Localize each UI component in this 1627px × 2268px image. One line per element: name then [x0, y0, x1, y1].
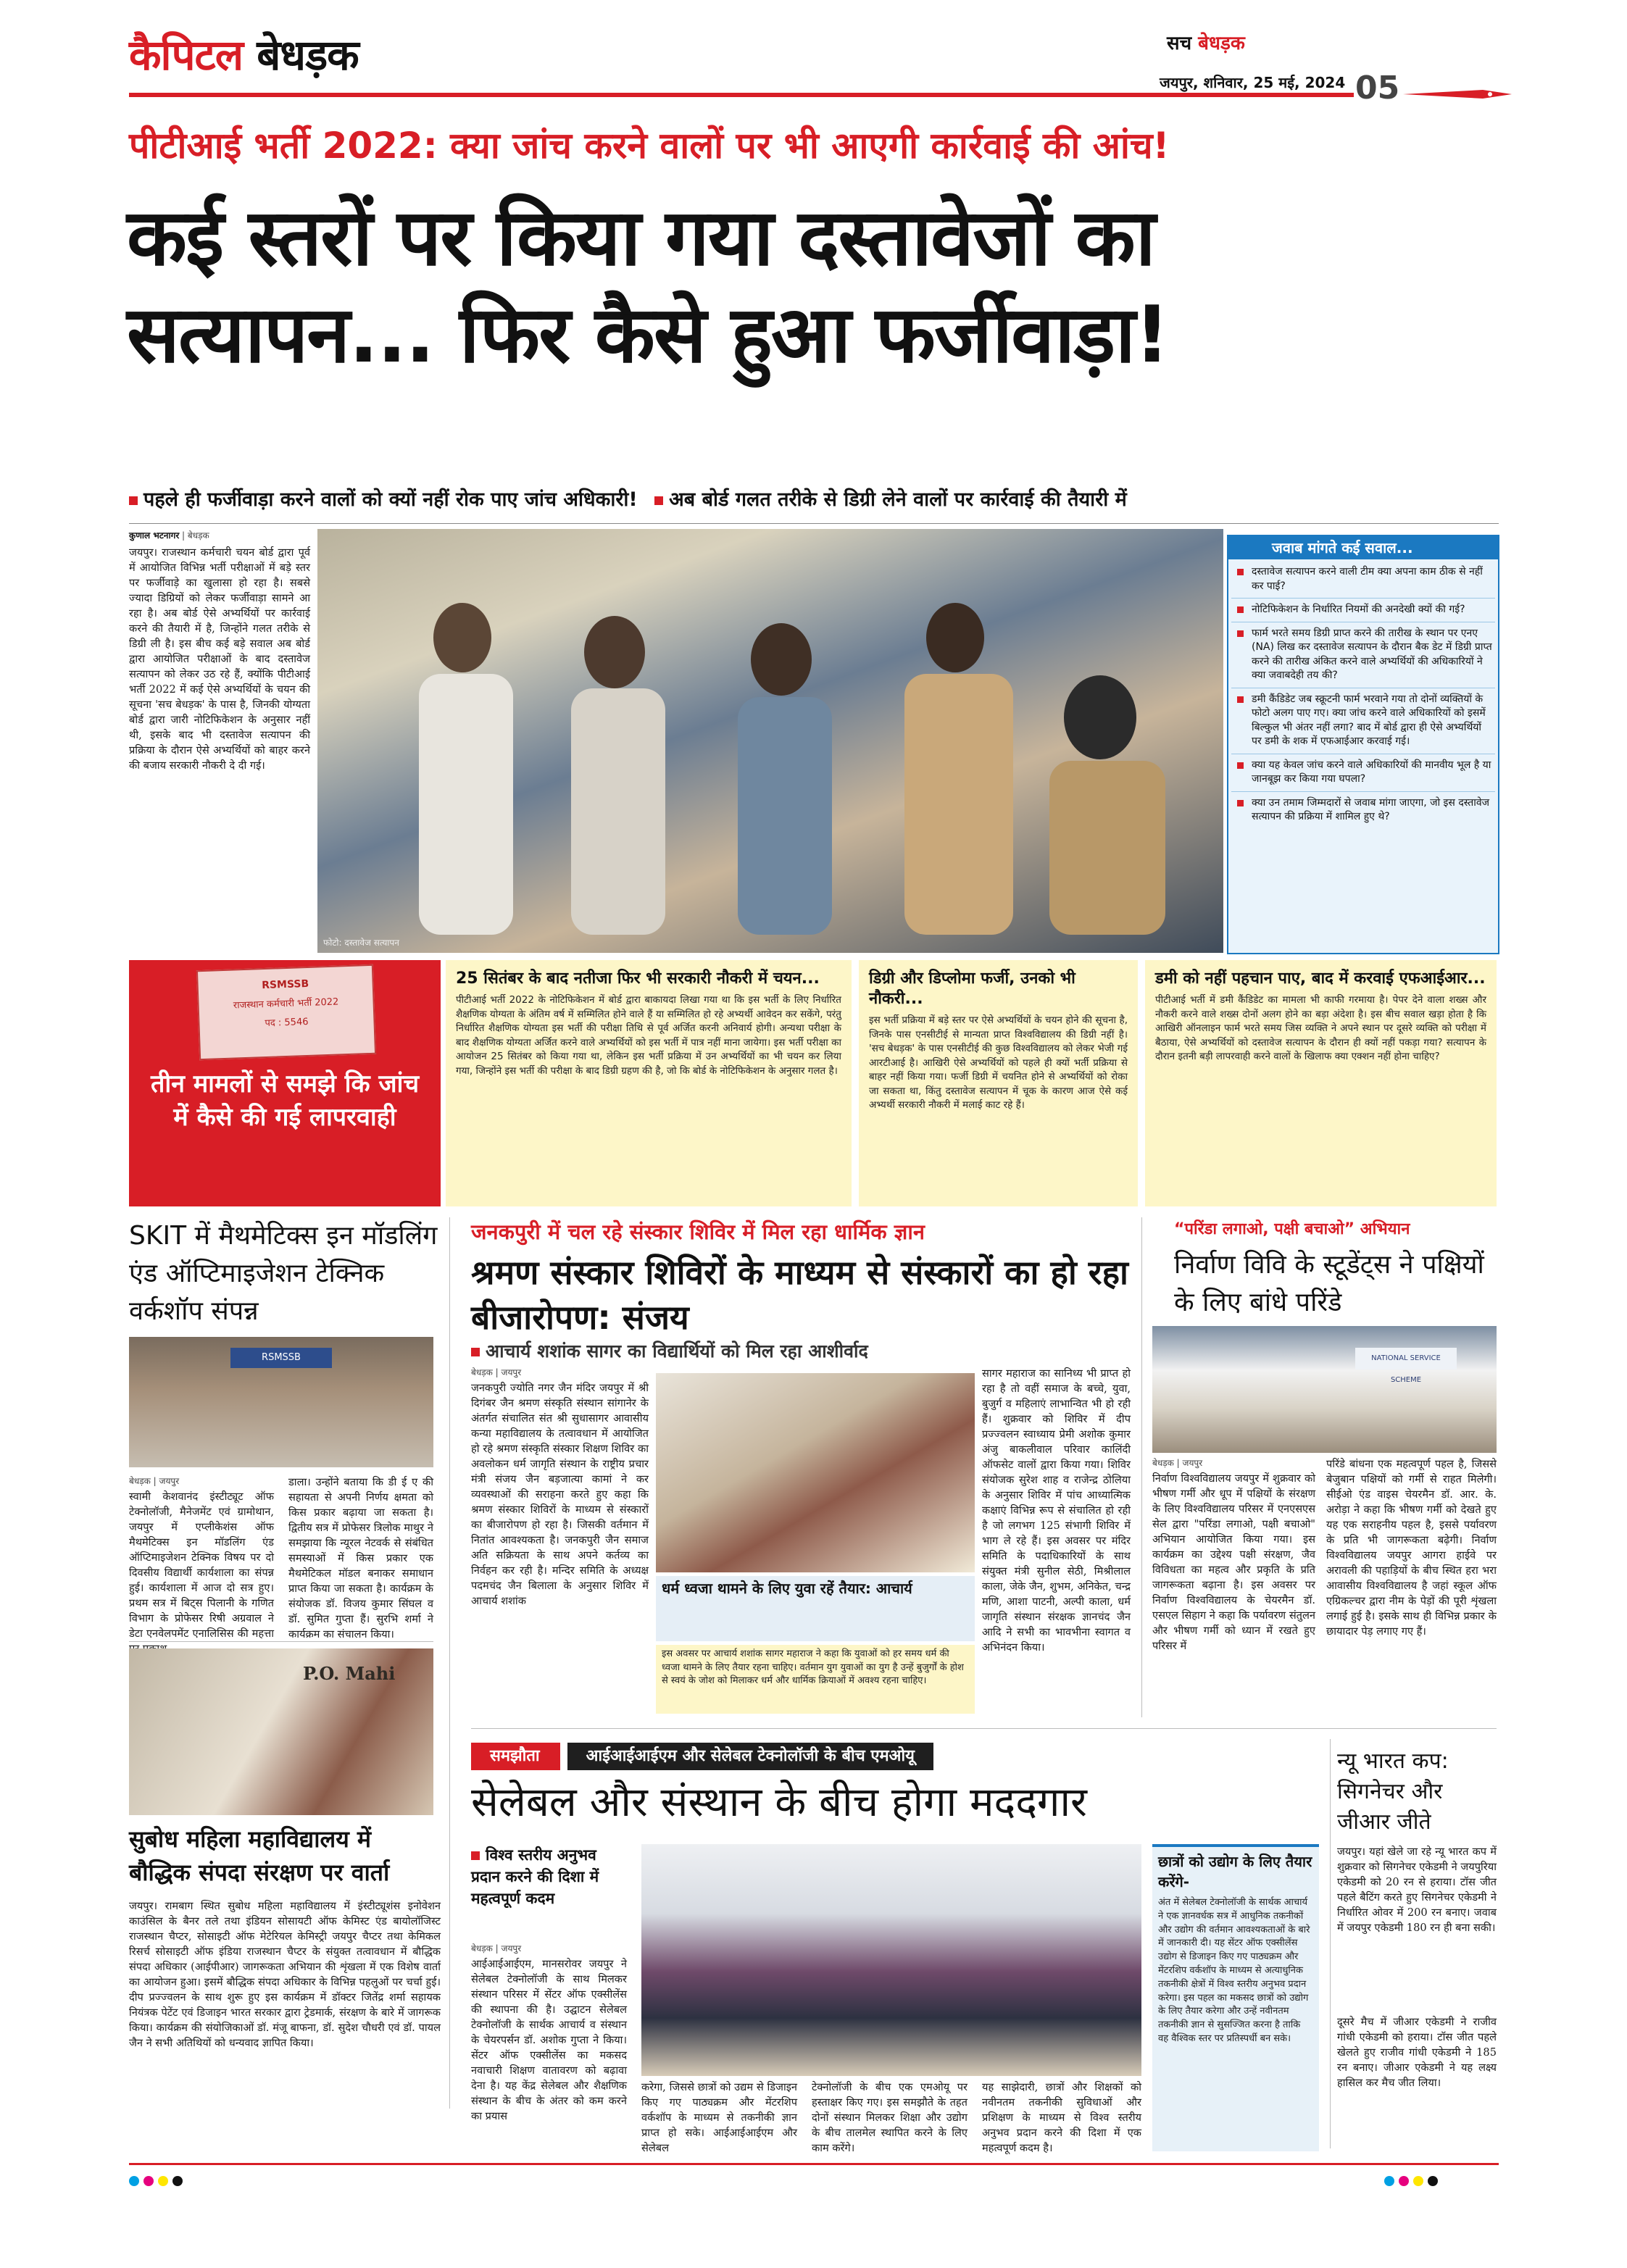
case-card-body: इस भर्ती प्रक्रिया में बड़े स्तर पर ऐसे अभ्यर्थियों के चयन होने की सूचना है, जिनके पास एनसीटीई से मान्यता प्राप्त विश्वविद्यालय की डिग्री नहीं है। 'सच बेधड़क' के पास एनसीटीई की कुछ विश्वविद्यालय को लेकर भेजी गई आरटीआई है। आखिरी ऐसे अभ्यर्थियों को पहले ही क्यों भर्ती प्रक्रिया से बाहर नहीं किया गया। फर्जी डिग्री में चयनित होने से अभ्यर्थियों को रोका जा सकता था, किंतु दस्तावेज सत्यापन में चूक के कारण आज ऐसे कई अभ्यर्थी सरकारी नौकरी में मलाई काट रहे हैं। — [869, 1014, 1128, 1111]
nirvan-col2: परिंडे बांधना एक महत्वपूर्ण पहल है, जिससे बेजुबान पक्षियों को गर्मी से राहत मिलेगी। सीईओ एंड वाइस चेयरमैन डॉ. आर. के. अरोड़ा ने कहा कि भीषण गर्मी को देखते हुए यह एक सराहनीय पहल है, इससे पर्यावरण के प्रति भी जागरूकता बढ़ेगी। निर्वाण विश्वविद्यालय जयपुर आगरा हाईवे पर अरावली की पहाड़ियों के बीच स्थित हरा भरा आवासीय विश्वविद्यालय है जहां स्कूल ऑफ एग्रिकल्चर द्वारा नीम के पेड़ों की पूरी शृंखला लगाई हुई है। इसके साथ ही विभिन्न प्रकार के छायादार पेड़ लगाए गए हैं। — [1326, 1458, 1497, 1638]
cricket-body2: दूसरे मैच में जीआर एकेडमी ने राजीव गांधी एकेडमी को हराया। टॉस जीत पहले खेलते हुए राजीव गांधी एकेडमी ने 185 रन बनाए। जीआर एकेडमी ने यह लक्ष्य हासिल कर मैच जीत लिया। — [1337, 2016, 1497, 2089]
masthead-brand — [129, 30, 359, 80]
selebel-sidebar-body: अंत में सेलेबल टेक्नोलॉजी के सार्थक आचार्य ने एक ज्ञानवर्धक सत्र में आधुनिक तकनीकों और उद्योग की वर्तमान आवश्यकताओं के बारे में जानकारी दी। यह सेंटर ऑफ एक्सीलेंस उद्योग से डिजाइन किए गए पाठ्यक्रम और मेंटरशिप वर्कशॉप के माध्यम से अत्याधुनिक तकनीकी क्षेत्रों में विश्व स्तरीय अनुभव प्रदान करेगा। इस पहल का मकसद छात्रों को उद्योग के लिए तैयार करेगा और उन्हें नवीनतम तकनीकी ज्ञान से सुसज्जित करना है ताकि वह वैश्विक स्तर पर प्रतिस्पर्धी बन सके। — [1158, 1897, 1310, 2044]
question-item: फार्म भरते समय डिग्री प्राप्त करने की तारीख के स्थान पर एनए (NA) लिख कर दस्तावेज सत्यापन के दौरान बैक डेट में डिग्री प्राप्त करने की तारीख अंकित करने वाले अभ्यर्थियों की अधिकारियों ने क्या जवाबदेही तय की? — [1231, 622, 1495, 688]
photo-figures — [375, 572, 1173, 935]
skit-headline: SKIT में मैथमेटिक्स इन मॉडलिंग एंड ऑप्टिमाइजेशन टेक्निक वर्कशॉप संपन्न — [129, 1221, 438, 1326]
case-card — [1145, 960, 1497, 1206]
lead-headline-line1: कई स्तरों पर किया गया दस्तावेजों का — [127, 193, 1154, 283]
shraman-col3: सागर महाराज का सानिध्य भी प्राप्त हो रहा है तो वहीं समाज के बच्चे, युवा, बुजुर्ग व महिलाएं लाभान्वित भी हो रही हैं। शुक्रवार को शिविर में दीप प्रज्ज्वलन स्वाध्याय प्रेमी अशोक कुमार अंजु बाकलीवाल परिवार कालिंदी ऑफसेट वालों द्वारा किया गया। शिविर संयोजक सुरेश शाह व राजेन्द्र ठोलिया के अनुसार शिविर में पांच आध्यात्मिक कक्षाएं विभिन्न रूप से संचालित हो रही है जो लगभग 125 संभागी शिविर में भाग ले रहे हैं। इस अवसर पर मंदिर समिति के पदाधिकारियों के साथ संयुक्त मंत्री सुनील सेठी, मिश्रीलाल काला, जेके जैन, शुभम, अनिकेत, चन्द्र मणि, आशा पाटनी, अल्पी काला, धर्म जागृति संस्थान संरक्षक ज्ञानचंद जैन आदि ने सभी का भावभीना स्वागत व अभिनंदन किया। — [982, 1367, 1131, 1654]
lead-headline-line2: सत्यापन... फिर कैसे हुआ फर्जीवाड़ा! — [127, 290, 1169, 380]
skit-col1: स्वामी केशवानंद इंस्टीट्यूट ऑफ टेक्नोलॉजी, मैनेजमेंट एवं ग्रामोथान, जयपुर में एप्लीकेशंस ऑफ मैथमेटिक्स इन मॉडलिंग एंड ऑप्टिमाइजेशन टेक्निक विषय पर दो दिवसीय विद्यार्थी कार्यशाला का संपन्न हुई। कार्यशाला में आज दो सत्र हुए। प्रथम सत्र में बिट्स पिलानी के गणित विभाग के प्रोफेसर रिषी अग्रवाल ने डेटा एनवेलपमेंट एनालिसिस की महत्ता — [129, 1491, 274, 1640]
case-card-body: पीटीआई भर्ती में डमी कैंडिडेट का मामला भी काफी गरमाया है। पेपर देने वाला शख्स और नौकरी करने वाले शख्स दोनों अलग होने का बड़ा अंदेशा है। इस बीच सवाल खड़ा होता है कि आखिरी ऑनलाइन फार्म भरते समय जिस व्यक्ति ने अपने स्थान पर दूसरे व्यक्ति को परीक्षा में बैठाया, ऐसे अभ्यर्थियों को दस्तावेज सत्यापन के दौरान ही क्यों नहीं पकड़ा गया? सत्यापन के दौरान इतनी बड़ी लापरवाही करने वालों के खिलाफ क्या एक्शन नहीं होना चाहिए? — [1155, 994, 1486, 1062]
selebel-tag-row — [471, 1743, 1181, 1772]
lead-headline — [127, 190, 1518, 384]
sach-bedhadak-logo: सच बेधड़क — [1167, 33, 1245, 54]
shraman-photo — [656, 1373, 975, 1572]
divider — [1141, 1217, 1142, 1717]
nirvan-byline: बेधड़क | जयपुर — [1152, 1458, 1203, 1468]
divider — [129, 523, 1499, 524]
author-name: कुणाल भटनागर — [129, 530, 180, 541]
three-cases-panel — [129, 960, 441, 1206]
case-card-title: डिग्री और डिप्लोमा फर्जी, उनको भी नौकरी... — [869, 970, 1075, 1008]
selebel-tag-red: समझौता — [471, 1743, 560, 1770]
selebel-col1: आईआईआईएम, मानसरोवर जयपुर ने सेलेबल टेक्नोलॉजी के साथ मिलकर संस्थान परिसर में सेंटर ऑफ एक्सीलेंस की स्थापना की है। उद्घाटन सेलेबल टेक्नोलॉजी के सार्थक आचार्य व संस्थान के चेयरपर्सन डॉ. अशोक गुप्ता ने किया। सेंटर ऑफ एक्सीलेंस का मकसद नवाचारी शिक्षण वातावरण को बढ़ावा देना है। यह केंद्र सेलेबल और शैक्षणिक संस्थान के बीच के अंतर को कम करने का प्रयास — [471, 1958, 627, 2122]
three-cases-title: तीन मामलों से समझे कि जांच में कैसे की गई लापरवाही — [150, 1070, 420, 1132]
brand-red-word: कैपिटल — [129, 30, 244, 80]
lead-subhead-left: पहले ही फर्जीवाड़ा करने वालों को क्यों नहीं रोक पाए जांच अधिकारी! — [143, 488, 638, 511]
shraman-byline: बेधड़क | जयपुर — [471, 1367, 522, 1377]
selebel-subhead: विश्व स्तरीय अनुभव प्रदान करने की दिशा में महत्वपूर्ण कदम — [471, 1846, 599, 1907]
lead-subhead-right: अब बोर्ड गलत तरीके से डिग्री लेने वालों पर कार्रवाई की तैयारी में — [669, 488, 1127, 511]
subodh-photo — [129, 1648, 433, 1815]
subodh-headline: सुबोध महिला महाविद्यालय में बौद्धिक संपदा संरक्षण पर वार्ता — [129, 1825, 390, 1886]
question-item: क्या उन तमाम जिम्मदारों से जवाब मांगा जाएगा, जो इस दस्तावेज सत्यापन की प्रक्रिया में शामिल हुए थे? — [1231, 792, 1495, 829]
question-item: नोटिफिकेशन के निर्धारित नियमों की अनदेखी क्यों की गई? — [1231, 599, 1495, 622]
page-number: 05 — [1355, 70, 1400, 107]
dateline: जयपुर, शनिवार, 25 मई, 2024 — [1160, 74, 1346, 91]
lead-photo-caption: फोटो: दस्तावेज सत्यापन — [323, 938, 399, 948]
shraman-caption-body: इस अवसर पर आचार्य शशांक सागर महाराज ने कहा कि युवाओं को हर समय धर्म की ध्वजा थामने के लिए तैयार रहना चाहिए। वर्तमान युग युवाओं का युग है उन्हें बुजुर्गों के होश से स्वयं के जोश को मिलाकर धर्म और धार्मिक क्रियाओं में अवश्य रहना चाहिए। — [656, 1645, 975, 1714]
lead-body: जयपुर। राजस्थान कर्मचारी चयन बोर्ड द्वारा पूर्व में आयोजित विभिन्न भर्ती परीक्षाओं में बड़े स्तर पर फर्जीवाड़े का खुलासा हो रहा है। सबसे ज्यादा डिग्रियों को लेकर फर्जीवाड़ा सामने आ रहा है। अब बोर्ड ऐसे अभ्यर्थियों पर कार्रवाई करने की तैयारी में है, जिन्होंने गलत तरीके से डिग्री ली है। इस बीच कई बड़े सवाल अब बोर्ड द्वारा आयोजित परीक्षाओं के बाद दस्तावेज सत्यापन को लेकर उठ रहे हैं, क्योंकि पीटीआई भर्ती 2022 में कई ऐसे अभ्यर्थियों के चयन की सूचना 'सच बेधड़क' के पास है, जिनकी योग्यता बोर्ड द्वारा जारी नोटिफिकेशन के अनुसार नहीं थी, इसके बाद भी दस्तावेज सत्यापन की प्रक्रिया के दौरान ऐसे अभ्यर्थियों को बाहर करने की बजाय सरकारी नौकरी दे दी गई। — [129, 546, 310, 772]
skit-col2: डाला। उन्होंने बताया कि डी ई ए की सहायता से अपनी निर्णय क्षमता को किस प्रकार बढ़ाया जा सकता है। द्वितीय सत्र में प्रोफेसर त्रिलोक माथुर ने समझाया कि न्यूरल नेटवर्क से संबंधित समस्याओं में किस प्रकार एक मैथमेटिकल मॉडल बनाकर समाधान प्राप्त किया जा सकता है। कार्यक्रम के संयोजक डॉ. विजय कुमार सिंघल व डॉ. सुमित गुप्ता हैं। सुरभि शर्मा ने कार्यक्रम का संचालन किया। — [288, 1476, 433, 1640]
lead-byline: कुणाल भटनागर | बेधड़क — [129, 530, 209, 541]
selebel-sidebar — [1152, 1844, 1319, 2151]
selebel-byline: बेधड़क | जयपुर — [471, 1943, 522, 1954]
divider — [471, 1728, 1497, 1729]
case-card — [859, 960, 1138, 1206]
nirvan-kicker: “परिंडा लगाओ, पक्षी बचाओ” अभियान — [1174, 1220, 1410, 1238]
question-item: दस्तावेज सत्यापन करने वाली टीम क्या अपना काम ठीक से नहीं कर पाई? — [1231, 561, 1495, 599]
selebel-col4: यह साझेदारी, छात्रों और शिक्षकों को नवीनतम तकनीकी सुविधाओं और प्रशिक्षण के माध्यम से विश्व स्तरीय अनुभव प्रदान करने की दिशा में एक महत्वपूर्ण कदम है। — [982, 2081, 1141, 2154]
masthead-red-rule — [129, 93, 1354, 97]
masthead — [0, 0, 1627, 109]
case-card-title: डमी को नहीं पहचान पाए, बाद में करवाई एफआईआर... — [1155, 970, 1486, 988]
nirvan-banner: NATIONAL SERVICE SCHEME — [1355, 1348, 1457, 1369]
bullet-icon — [129, 496, 138, 505]
subodh-body: जयपुर। रामबाग स्थित सुबोध महिला महाविद्यालय में इंस्टीट्यूशंस इनोवेशन काउंसिल के बैनर तले तथा इंडियन सोसायटी ऑफ केमिस्ट एंड बायोलॉजिस्ट राजस्थान चैप्टर, सोसाइटी ऑफ मेटेरियल केमिस्ट्री जयपुर चैप्टर तथा केमिकल रिसर्च सोसाइटी ऑफ इंडिया राजस्थान चैप्टर के संयुक्त तत्वावधान में बौद्धिक संपदा अधिकार (आईपीआर) जागरूकता अभियान की शृंखला में एक विशेष वार्ता का आयोजन हुआ। इसमें बौद्धिक संपदा अधिकार के विभिन्न पहलुओं पर चर्चा हुई। दीप प्रज्ज्वलन के साथ शुरू हुए इस कार्यक्रम में डॉक्टर जितेंद्र शर्मा सहायक नियंत्रक पेटेंट एवं डिजाइन भारत सरकार द्वारा ट्रेडमार्क, संरक्षण के बारे में जागरूक किया। कार्यक्रम की संयोजिकाओं डॉ. मंजू बाफना, डॉ. सुदेश चौधरी एवं डॉ. पायल जैन ने सभी अतिथियों को धन्यवाद ज्ञापित किया। — [129, 1900, 441, 2049]
question-list — [1228, 559, 1498, 830]
shraman-headline: श्रमण संस्कार शिविरों के माध्यम से संस्कारों का हो रहा बीजारोपण: संजय — [471, 1253, 1128, 1337]
skit-banner: RSMSSB — [230, 1348, 332, 1368]
divider — [1330, 1739, 1331, 2148]
shraman-caption-title: धर्म ध्वजा थामने के लिए युवा रहें तैयार: आचार्य — [662, 1580, 912, 1597]
lead-photo — [317, 529, 1223, 953]
cricket-body1: जयपुर। यहां खेले जा रहे न्यू भारत कप में शुक्रवार को सिगनेचर एकेडमी ने जयपुरिया एकेडमी को 20 रन से हराया। टॉस जीत पहले बैटिंग करते हुए सिगनेचर एकेडमी ने निर्धारित ओवर में 200 रन बनाए। जवाब में जयपुर एकेडमी 180 रन ही बना सकी। — [1337, 1846, 1497, 1934]
selebel-col3: टेक्नोलॉजी के बीच एक एमओयू पर हस्ताक्षर किए गए। इस समझौते के तहत दोनों संस्थान मिलकर शिक्षा और उद्योग के बीच तालमेल स्थापित करने के लिए काम करेंगे। — [812, 2081, 968, 2154]
case-card — [446, 960, 852, 1206]
bullet-icon — [471, 1851, 480, 1860]
case-card-body: पीटीआई भर्ती 2022 के नोटिफिकेशन में बोर्ड द्वारा बाकायदा लिखा गया था कि इस भर्ती के लिए निर्धारित शैक्षणिक योग्यता के अंतिम वर्ष में सम्मिलित होने वाले हैं या सम्मिलित हो रहे अभ्यर्थी आवेदन कर सकेंगे, परंतु निर्धारित शैक्षणिक योग्यता इस भर्ती की परीक्षा तिथि से पूर्व अर्जित करनी अनिवार्य होगी। अन्यथा परीक्षा के बाद शैक्षणिक योग्यता अर्जित करने वाले अभ्यर्थियों को इस भर्ती में पात्र नहीं माना जायेगा। इस भर्ती परीक्षा का आयोजन 25 सितंबर को किया गया था, लेकिन इस भर्ती प्रक्रिया में उन अभ्यर्थियों का भी चयन कर लिया गया, जिन्होंने इस भर्ती की परीक्षा के बाद डिग्री ग्रहण की है, जो कि बोर्ड के नोटिफिकेशन के अनुसार गलत है। — [456, 994, 841, 1077]
bullet-icon — [654, 496, 663, 505]
question-item: क्या यह केवल जांच करने वाले अधिकारियों की मानवीय भूल है या जानबूझ कर किया गया घपला? — [1231, 754, 1495, 792]
shraman-subhead: आचार्य शशांक सागर का विद्यार्थियों को मिल रहा आशीर्वाद — [471, 1339, 1131, 1364]
question-item: डमी कैंडिडेट जब स्क्रूटनी फार्म भरवाने गया तो दोनों व्यक्तियों के फोटो अलग पाए गए। क्या जांच करने वाले अधिकारियों को इसमें बिल्कुल भी अंतर नहीं लगा? बाद में बोर्ड द्वारा ही ऐसे अभ्यर्थियों पर डमी के शक में एफआईआर करवाई गई। — [1231, 688, 1495, 754]
divider — [129, 1641, 433, 1642]
nirvan-photo — [1152, 1326, 1497, 1453]
brand-black-word: बेधड़क — [257, 30, 359, 80]
selebel-tag-black: आईआईआईएम और सेलेबल टेक्नोलॉजी के बीच एमओयू — [567, 1743, 933, 1770]
skit-byline: बेधड़क | जयपुर — [129, 1476, 180, 1486]
skit-photo — [129, 1337, 433, 1467]
rsmssb-stamp: RSMSSB राजस्थान कर्मचारी भर्ती 2022 पद : 5546 — [196, 964, 376, 1060]
shraman-kicker: जनकपुरी में चल रहे संस्कार शिविर में मिल रहा धार्मिक ज्ञान — [471, 1220, 925, 1244]
selebel-headline: सेलेबल और संस्थान के बीच होगा मददगार — [471, 1779, 1087, 1826]
selebel-sidebar-title: छात्रों को उद्योग के लिए तैयार करेंगे- — [1158, 1853, 1312, 1890]
subodh-board: P.O. Mahi — [303, 1663, 396, 1684]
footer-rule — [129, 2163, 1499, 2165]
divider — [449, 1217, 450, 2109]
nirvan-headline: निर्वाण विवि के स्टूडेंट्स ने पक्षियों के लिए बांधे परिंडे — [1174, 1250, 1484, 1317]
case-card-title: 25 सितंबर के बाद नतीजा फिर भी सरकारी नौकरी में चयन... — [456, 970, 820, 988]
bullet-icon — [471, 1348, 480, 1356]
selebel-col2: करेगा, जिससे छात्रों को उद्यम से डिजाइन किए गए पाठ्यक्रम और मेंटरशिप वर्कशॉप के माध्यम से तकनीकी ज्ञान प्राप्त हो सके। आईआईआईएम और सेलेबल — [641, 2081, 797, 2154]
registration-dots — [129, 2175, 187, 2189]
questions-box-title: जवाब मांगते कई सवाल... — [1228, 536, 1498, 559]
shraman-caption-box — [656, 1576, 975, 1641]
lead-kicker: पीटीआई भर्ती 2022: क्या जांच करने वालों पर भी आएगी कार्रवाई की आंच! — [129, 125, 1170, 167]
questions-box — [1227, 535, 1499, 954]
registration-dots — [1384, 2175, 1442, 2189]
nirvan-col1: निर्वाण विश्वविद्यालय जयपुर में शुक्रवार को भीषण गर्मी और धूप में पक्षियों के संरक्षण के लिए विश्वविद्यालय परिसर में एनएसएस सेल द्वारा "परिंडा लगाओ, पक्षी बचाओ" अभियान आयोजित किया गया। इस कार्यक्रम का उद्देश्य पक्षी संरक्षण, जैव विविधता का महत्व और प्रकृति के प्रति जागरूकता बढ़ाना है। इस अवसर पर निर्वाण विश्वविद्यालय के चेयरमैन डॉ. एसएल सिहाग ने कहा कि पर्यावरण संतुलन और भीषण गर्मी को ध्यान में रखते हुए परिसर में — [1152, 1472, 1315, 1652]
cricket-headline: न्यू भारत कप: सिगनेचर और जीआर जीते — [1337, 1748, 1449, 1835]
lead-subheads — [129, 487, 1506, 513]
selebel-photo — [641, 1844, 1141, 2076]
shraman-col1: जनकपुरी ज्योति नगर जैन मंदिर जयपुर में श्री दिगंबर जैन श्रमण संस्कृति संस्थान सांगानेर के अंतर्गत संचालित संत श्री सुधासागर आवासीय कन्या महाविद्यालय के तत्वावधान में आयोजित हो रहे श्रमण संस्कृति संस्कार शिक्षण शिविर का अवलोकन धर्म जागृति संस्थान के राष्ट्रीय प्रचार मंत्री संजय जैन बड़जात्या कामां ने कर व्यवस्थाओं की सराहना करते हुए कहा कि श्रमण संस्कार शिविरों के माध्यम से संस्कारों का बीजारोपण हो रहा है। जिसकी वर्तमान में नितांत आवश्यकता है। जनकपुरी जैन समाज अति सक्रियता के साथ अपने कर्तव्य का निर्वहन कर रही है। मन्दिर समिति के अध्यक्ष पदमचंद जैन बिलाला के अनुसार शिविर में आचार्य शशांक — [471, 1382, 649, 1607]
pen-nib-icon — [1403, 86, 1512, 103]
